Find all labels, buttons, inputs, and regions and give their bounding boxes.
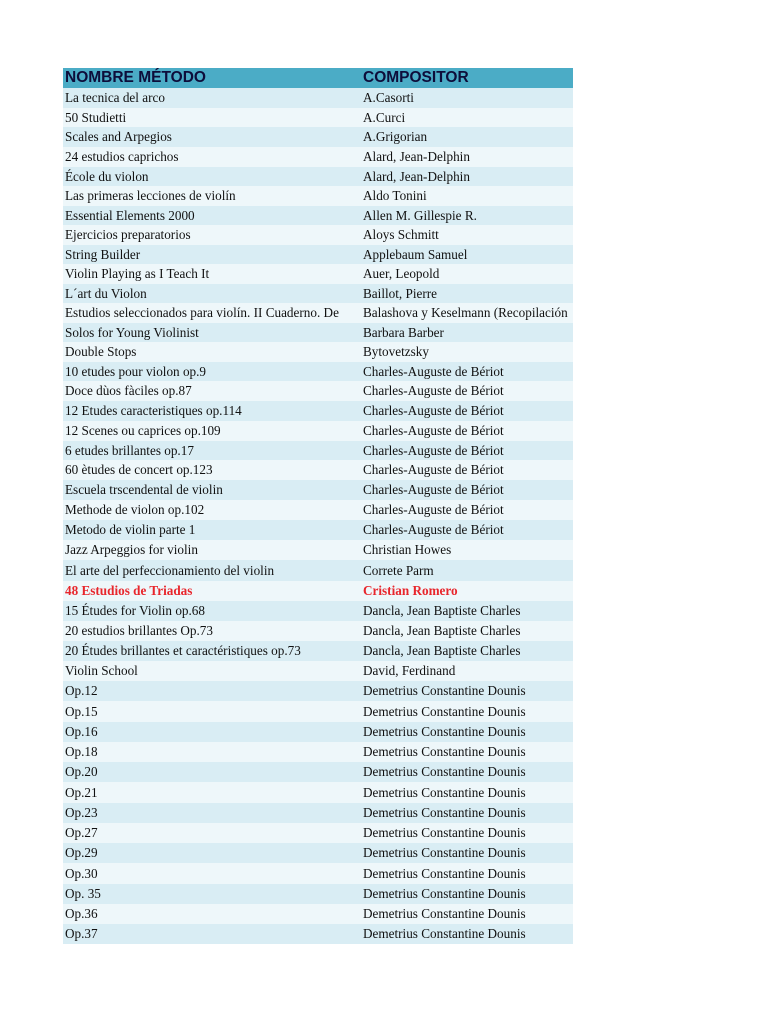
- cell-compositor[interactable]: Demetrius Constantine Dounis: [363, 845, 526, 860]
- cell-nombre-metodo[interactable]: Violin School: [65, 663, 138, 678]
- cell-nombre-metodo[interactable]: Op.23: [65, 805, 98, 820]
- cell-compositor[interactable]: Aldo Tonini: [363, 188, 427, 203]
- table-row: [63, 147, 573, 167]
- cell-compositor[interactable]: Bytovetzsky: [363, 344, 429, 359]
- table-row: [63, 762, 573, 782]
- table-row: [63, 245, 573, 264]
- cell-nombre-metodo[interactable]: Op.18: [65, 744, 98, 759]
- column-header-compositor[interactable]: COMPOSITOR: [363, 69, 469, 86]
- table-row: [63, 520, 573, 540]
- cell-compositor[interactable]: A.Grigorian: [363, 129, 428, 144]
- cell-nombre-metodo[interactable]: String Builder: [65, 246, 141, 262]
- table-row: [63, 742, 573, 762]
- cell-nombre-metodo[interactable]: L´art du Violon: [65, 285, 147, 301]
- table-row: [63, 540, 573, 560]
- cell-nombre-metodo[interactable]: Op.36: [65, 906, 98, 921]
- table-row: [63, 108, 573, 127]
- cell-nombre-metodo[interactable]: 50 Studietti: [65, 109, 127, 125]
- cell-compositor[interactable]: Balashova y Keselmann (Recopilación: [363, 305, 568, 320]
- cell-compositor[interactable]: Charles-Auguste de Bériot: [363, 442, 504, 458]
- cell-compositor[interactable]: Demetrius Constantine Dounis: [363, 906, 526, 921]
- cell-compositor[interactable]: Demetrius Constantine Dounis: [363, 703, 526, 719]
- cell-nombre-metodo[interactable]: Scales and Arpegios: [65, 129, 172, 144]
- cell-nombre-metodo[interactable]: 20 Études brillantes et caractéristiques op.73: [65, 643, 301, 658]
- cell-compositor[interactable]: Demetrius Constantine Dounis: [363, 784, 526, 800]
- cell-compositor[interactable]: Cristian Romero: [363, 583, 458, 598]
- table-row: [63, 863, 573, 884]
- cell-compositor[interactable]: Demetrius Constantine Dounis: [363, 926, 526, 941]
- cell-compositor[interactable]: Dancla, Jean Baptiste Charles: [363, 623, 521, 638]
- cell-compositor[interactable]: Applebaum Samuel: [363, 246, 468, 262]
- cell-compositor[interactable]: Demetrius Constantine Dounis: [363, 764, 526, 779]
- cell-nombre-metodo[interactable]: Op.27: [65, 825, 98, 840]
- cell-compositor[interactable]: Demetrius Constantine Dounis: [363, 865, 526, 881]
- cell-nombre-metodo[interactable]: 48 Estudios de Triadas: [65, 583, 193, 598]
- table-row: [63, 225, 573, 245]
- cell-compositor[interactable]: Charles-Auguste de Bériot: [363, 502, 504, 517]
- cell-nombre-metodo[interactable]: Violin Playing as I Teach It: [65, 266, 210, 281]
- table-row: [63, 441, 573, 460]
- cell-compositor[interactable]: Christian Howes: [363, 542, 452, 557]
- cell-compositor[interactable]: Alard, Jean-Delphin: [363, 149, 470, 164]
- cell-nombre-metodo[interactable]: La tecnica del arco: [65, 90, 165, 105]
- cell-compositor[interactable]: A.Casorti: [363, 90, 414, 105]
- column-header-nombre-metodo[interactable]: NOMBRE MÉTODO: [65, 69, 206, 86]
- cell-nombre-metodo[interactable]: Op.20: [65, 764, 98, 779]
- cell-nombre-metodo[interactable]: Op.16: [65, 724, 98, 739]
- table-row: [63, 560, 573, 581]
- cell-nombre-metodo[interactable]: Ejercicios preparatorios: [65, 227, 191, 242]
- cell-nombre-metodo[interactable]: 20 estudios brillantes Op.73: [65, 623, 213, 638]
- cell-compositor[interactable]: Charles-Auguste de Bériot: [363, 462, 504, 477]
- cell-compositor[interactable]: Alard, Jean-Delphin: [363, 168, 470, 184]
- table-row: [63, 264, 573, 284]
- cell-nombre-metodo[interactable]: Doce dùos fàciles op.87: [65, 383, 192, 398]
- table-row: [63, 88, 573, 108]
- cell-compositor[interactable]: Charles-Auguste de Bériot: [363, 423, 504, 438]
- table-row: [63, 641, 573, 661]
- spreadsheet-table: [63, 68, 573, 944]
- cell-compositor[interactable]: Demetrius Constantine Dounis: [363, 825, 526, 840]
- cell-nombre-metodo[interactable]: Op.37: [65, 926, 98, 941]
- cell-nombre-metodo[interactable]: 12 Etudes caracteristiques op.114: [65, 403, 242, 418]
- table-row: [63, 284, 573, 303]
- cell-compositor[interactable]: Demetrius Constantine Dounis: [363, 886, 526, 901]
- cell-compositor[interactable]: Baillot, Pierre: [363, 285, 437, 301]
- table-row: [63, 803, 573, 823]
- table-row: [63, 167, 573, 186]
- cell-nombre-metodo[interactable]: Op.30: [65, 865, 98, 881]
- cell-compositor[interactable]: Allen M. Gillespie R.: [363, 207, 477, 223]
- cell-compositor[interactable]: A.Curci: [363, 109, 406, 125]
- table-row: [63, 323, 573, 342]
- cell-compositor[interactable]: Demetrius Constantine Dounis: [363, 805, 526, 820]
- table-row: [63, 701, 573, 722]
- table-row: [63, 186, 573, 206]
- table-row: [63, 480, 573, 500]
- cell-compositor[interactable]: Charles-Auguste de Bériot: [363, 482, 504, 497]
- cell-nombre-metodo[interactable]: Las primeras lecciones de violín: [65, 188, 236, 203]
- table-row: [63, 722, 573, 742]
- cell-nombre-metodo[interactable]: Op. 35: [65, 886, 101, 901]
- table-row: [63, 661, 573, 681]
- table-row: [63, 421, 573, 441]
- cell-compositor[interactable]: Barbara Barber: [363, 324, 444, 340]
- cell-nombre-metodo[interactable]: Op.21: [65, 784, 98, 800]
- cell-nombre-metodo[interactable]: Op.12: [65, 683, 98, 698]
- cell-compositor[interactable]: Charles-Auguste de Bériot: [363, 522, 504, 537]
- table-row: [63, 621, 573, 641]
- cell-compositor[interactable]: David, Ferdinand: [363, 663, 456, 678]
- table-row: [63, 460, 573, 480]
- table-row: [63, 884, 573, 904]
- table-row: [63, 127, 573, 147]
- cell-nombre-metodo[interactable]: Escuela trscendental de violin: [65, 482, 223, 497]
- table-row: [63, 601, 573, 621]
- table-row: [63, 381, 573, 401]
- table-row: [63, 206, 573, 225]
- cell-nombre-metodo[interactable]: 12 Scenes ou caprices op.109: [65, 423, 221, 438]
- cell-compositor[interactable]: Demetrius Constantine Dounis: [363, 744, 526, 759]
- cell-compositor[interactable]: Demetrius Constantine Dounis: [363, 683, 526, 698]
- table-row: [63, 904, 573, 924]
- cell-nombre-metodo[interactable]: El arte del perfeccionamiento del violin: [65, 562, 275, 578]
- cell-nombre-metodo[interactable]: 60 ètudes de concert op.123: [65, 462, 213, 477]
- table-row: [63, 843, 573, 863]
- cell-nombre-metodo[interactable]: Double Stops: [65, 344, 137, 359]
- table-row: [63, 401, 573, 421]
- table-row: [63, 924, 573, 944]
- cell-nombre-metodo[interactable]: 10 etudes pour violon op.9: [65, 363, 207, 379]
- cell-nombre-metodo[interactable]: Estudios seleccionados para violín. II Cuaderno. De: [65, 305, 339, 320]
- cell-compositor[interactable]: Dancla, Jean Baptiste Charles: [363, 643, 521, 658]
- table-row: [63, 681, 573, 701]
- table-header-row: [63, 68, 573, 88]
- cell-nombre-metodo[interactable]: Metodo de violin parte 1: [65, 522, 196, 537]
- cell-nombre-metodo[interactable]: Jazz Arpeggios for violin: [65, 542, 198, 557]
- table-row: [63, 342, 573, 362]
- table-row: [63, 823, 573, 843]
- cell-compositor[interactable]: Correte Parm: [363, 562, 434, 578]
- table-row: [63, 782, 573, 803]
- cell-compositor[interactable]: Auer, Leopold: [363, 266, 440, 281]
- cell-compositor[interactable]: Aloys Schmitt: [363, 227, 439, 242]
- cell-compositor[interactable]: Charles-Auguste de Bériot: [363, 403, 504, 418]
- cell-compositor[interactable]: Charles-Auguste de Bériot: [363, 383, 504, 398]
- table-row: [63, 500, 573, 520]
- cell-compositor[interactable]: Demetrius Constantine Dounis: [363, 724, 526, 739]
- cell-nombre-metodo[interactable]: 15 Études for Violin op.68: [65, 603, 205, 618]
- table-row: [63, 362, 573, 381]
- cell-nombre-metodo[interactable]: Essential Elements 2000: [65, 207, 195, 223]
- cell-nombre-metodo[interactable]: Op.29: [65, 845, 98, 860]
- cell-compositor[interactable]: Dancla, Jean Baptiste Charles: [363, 603, 521, 618]
- cell-nombre-metodo[interactable]: 24 estudios caprichos: [65, 149, 179, 164]
- cell-nombre-metodo[interactable]: Solos for Young Violinist: [65, 324, 199, 340]
- table-body: [63, 88, 573, 944]
- table-row: [63, 303, 573, 323]
- cell-nombre-metodo[interactable]: École du violon: [65, 168, 149, 184]
- cell-compositor[interactable]: Charles-Auguste de Bériot: [363, 363, 504, 379]
- table-row: [63, 581, 573, 601]
- cell-nombre-metodo[interactable]: Methode de violon op.102: [65, 502, 205, 517]
- cell-nombre-metodo[interactable]: 6 etudes brillantes op.17: [65, 442, 194, 458]
- cell-nombre-metodo[interactable]: Op.15: [65, 703, 98, 719]
